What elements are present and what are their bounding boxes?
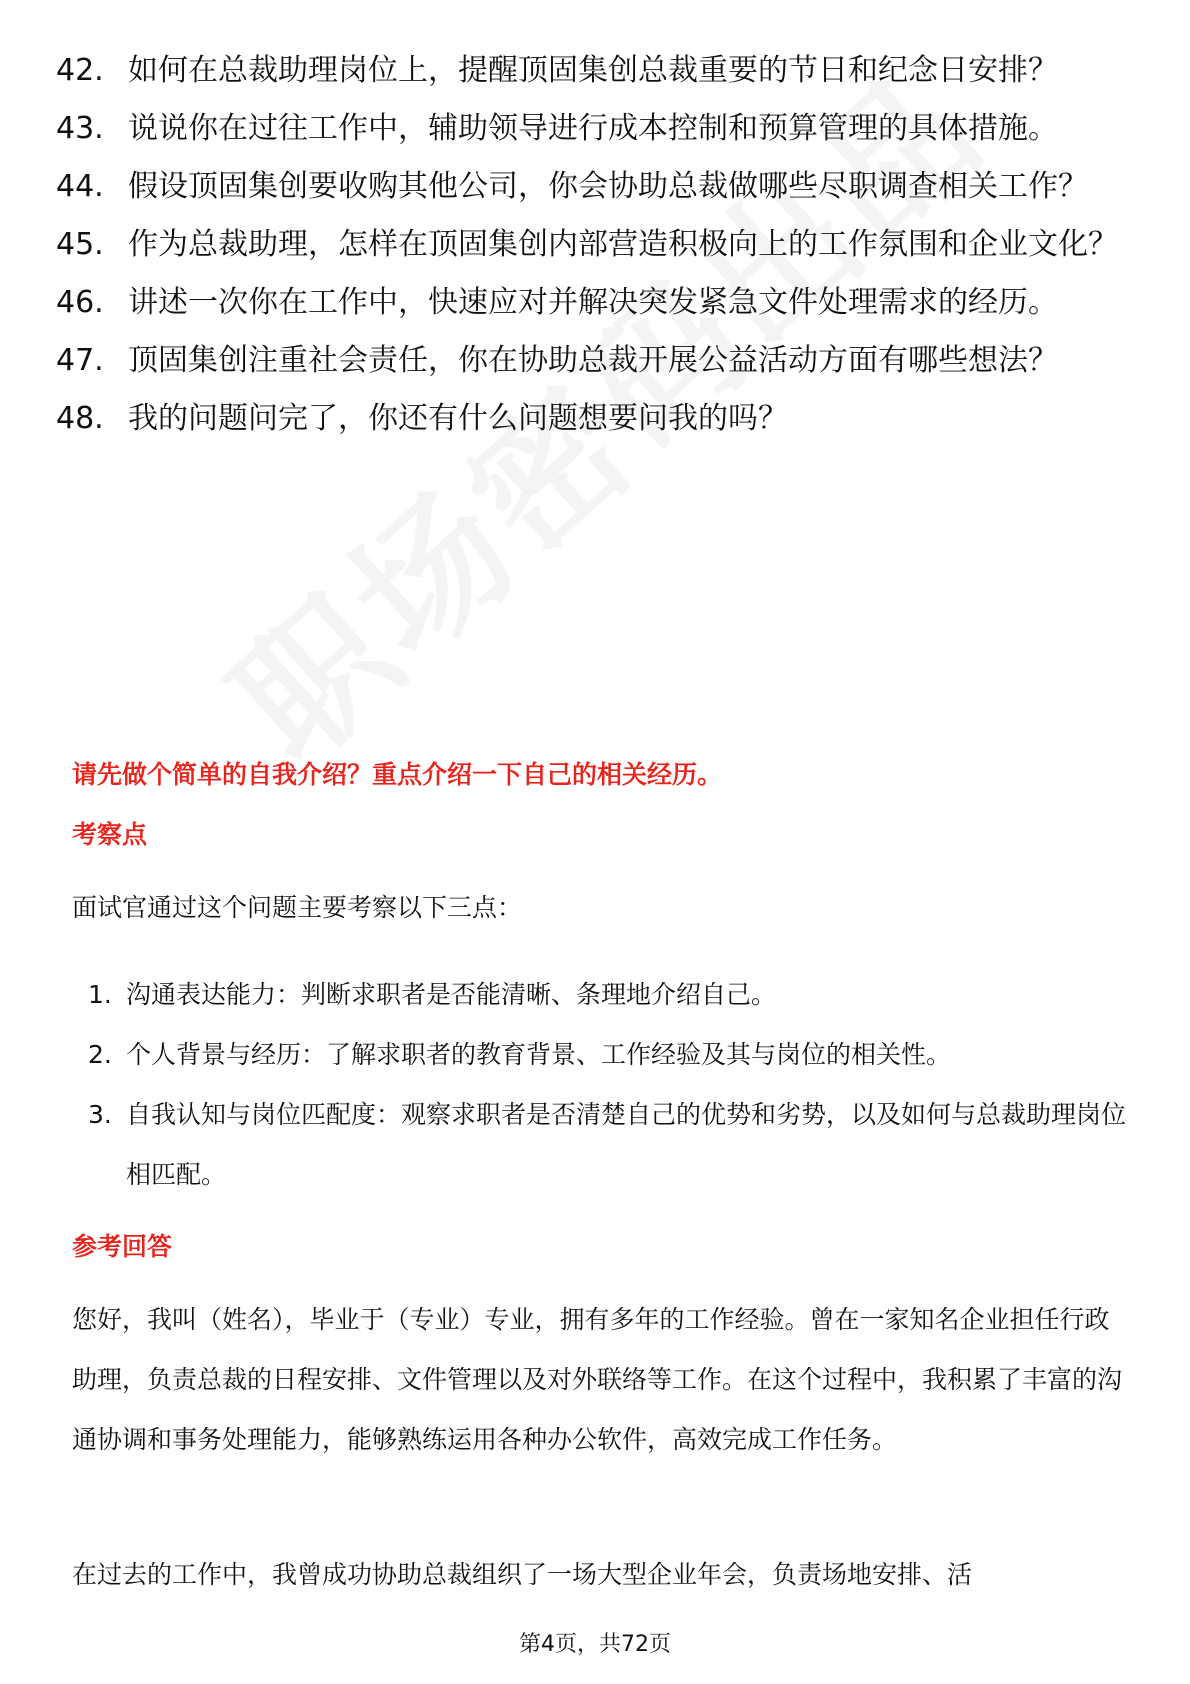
focus-point-number: 3. (88, 1100, 112, 1129)
question-text: 顶固集创注重社会责任，你在协助总裁开展公益活动方面有哪些想法？ (128, 343, 1058, 378)
question-item (56, 106, 1136, 151)
question-number: 47. (56, 343, 104, 378)
question-number: 46. (56, 285, 104, 320)
question-item (56, 164, 1136, 209)
focus-point-number: 2. (88, 1040, 112, 1069)
question-item (56, 280, 1136, 325)
focus-point (72, 1025, 1132, 1085)
reference-paragraph-1: 您好，我叫（姓名），毕业于（专业）专业，拥有多年的工作经验。曾在一家知名企业担任行政助理，负责总裁的日程安排、文件管理以及对外联络等工作。在这个过程中，我积累了丰富的沟通协调和事务处理能力，能够熟练运用各种办公软件，高效完成工作任务。 (72, 1305, 1123, 1454)
reference-section-label: 参考回答 (72, 1232, 173, 1261)
focus-point-number: 1. (88, 980, 112, 1009)
question-item (56, 48, 1136, 93)
question-text: 假设顶固集创要收购其他公司，你会协助总裁做哪些尽职调查相关工作？ (128, 169, 1088, 204)
focus-point-list (72, 965, 1132, 1205)
question-item (56, 338, 1136, 383)
question-text: 如何在总裁助理岗位上，提醒顶固集创总裁重要的节日和纪念日安排？ (128, 53, 1058, 88)
question-item (56, 222, 1136, 267)
reference-paragraph-2: 在过去的工作中，我曾成功协助总裁组织了一场大型企业年会，负责场地安排、活 (72, 1560, 973, 1589)
question-text: 作为总裁助理，怎样在顶固集创内部营造积极向上的工作氛围和企业文化？ (128, 227, 1118, 262)
question-list (56, 48, 1136, 454)
focus-point-text: 自我认知与岗位匹配度：观察求职者是否清楚自己的优势和劣势，以及如何与总裁助理岗位相匹配。 (126, 1100, 1127, 1189)
question-text: 说说你在过往工作中，辅助领导进行成本控制和预算管理的具体措施。 (128, 111, 1058, 146)
question-text: 我的问题问完了，你还有什么问题想要问我的吗？ (128, 401, 788, 436)
focus-point (72, 965, 1132, 1025)
page-footer: 第4页，共72页 (519, 1632, 671, 1657)
question-number: 48. (56, 401, 104, 436)
question-number: 44. (56, 169, 104, 204)
focus-point-text: 沟通表达能力：判断求职者是否能清晰、条理地介绍自己。 (126, 980, 777, 1009)
question-number: 43. (56, 111, 104, 146)
question-number: 45. (56, 227, 104, 262)
focus-section-label: 考察点 (72, 820, 148, 849)
focus-point-text: 个人背景与经历：了解求职者的教育背景、工作经验及其与岗位的相关性。 (126, 1040, 952, 1069)
question-item (56, 396, 1136, 441)
question-text: 讲述一次你在工作中，快速应对并解决突发紧急文件处理需求的经历。 (128, 285, 1058, 320)
focus-point (72, 1085, 1132, 1205)
focus-intro: 面试官通过这个问题主要考察以下三点： (72, 893, 523, 922)
question-number: 42. (56, 53, 104, 88)
answer-question-title: 请先做个简单的自我介绍？重点介绍一下自己的相关经历。 (72, 760, 723, 789)
